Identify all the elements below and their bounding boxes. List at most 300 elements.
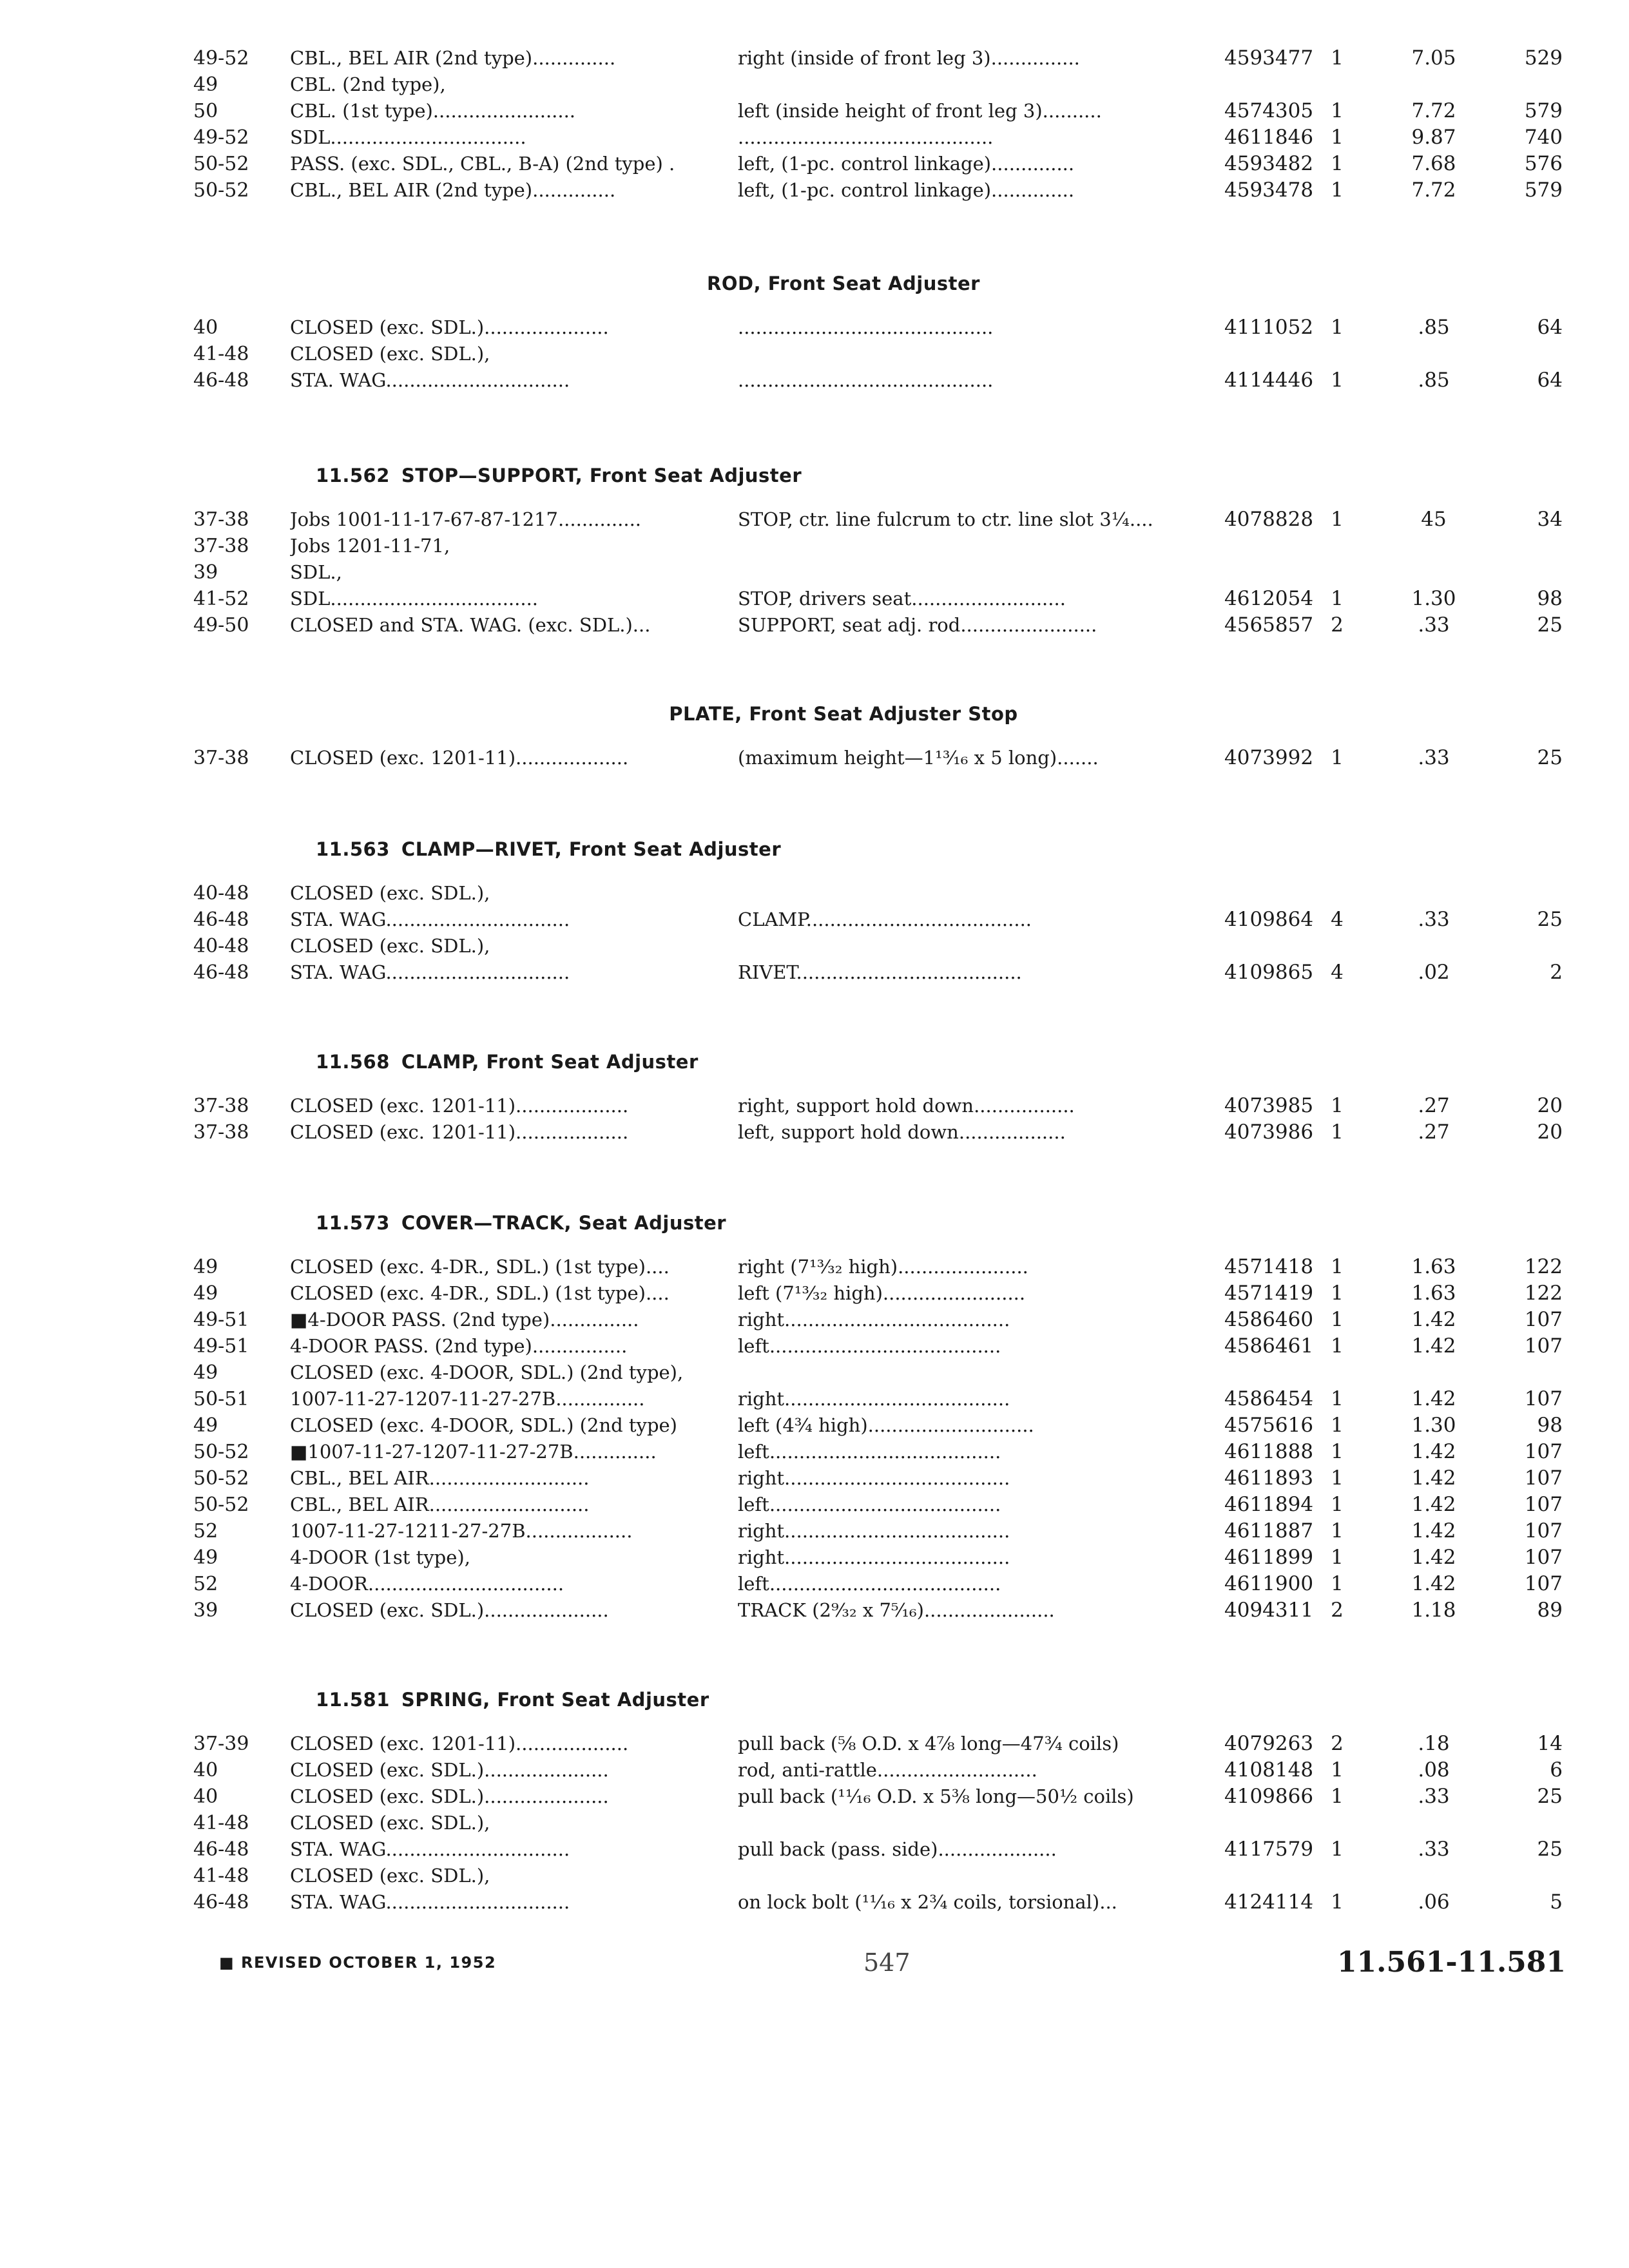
weight: 98 [1537, 587, 1563, 610]
section-heading [193, 253, 1553, 314]
body-type: CBL. (1st type)........................ [290, 100, 576, 122]
part-description: STOP, drivers seat.......................... [738, 588, 1066, 610]
part-description: left....................................... [738, 1494, 1001, 1515]
list-price: .18 [1418, 1732, 1450, 1755]
quantity: 2 [1331, 1732, 1344, 1755]
section-title: SPRING, Front Seat Adjuster [401, 1689, 709, 1711]
weight: 122 [1524, 1255, 1563, 1278]
list-price: 1.42 [1411, 1308, 1456, 1331]
model-year: 49 [193, 1256, 218, 1278]
section-heading [193, 1031, 1553, 1093]
model-year: 49 [193, 73, 218, 96]
body-type: 1007-11-27-1207-11-27-27B............... [290, 1388, 645, 1410]
part-description: pull back (¹¹⁄₁₆ O.D. x 5⅜ long—50½ coils) [738, 1785, 1134, 1807]
body-type: CLOSED (exc. SDL.), [290, 343, 490, 365]
quantity: 1 [1331, 1546, 1344, 1569]
model-year: 50-52 [193, 1467, 249, 1490]
part-description: TRACK (2⁹⁄₃₂ x 7⁵⁄₁₆)...................... [738, 1599, 1055, 1621]
model-year: 49-50 [193, 614, 249, 637]
body-type: PASS. (exc. SDL., CBL., B-A) (2nd type) . [290, 153, 675, 175]
body-type: CLOSED (exc. SDL.)..................... [290, 1599, 609, 1621]
body-type: CBL., BEL AIR (2nd type).............. [290, 179, 616, 201]
rows [193, 880, 1563, 986]
part-number: 4109864 [1224, 908, 1314, 931]
model-year: 49-51 [193, 1309, 249, 1331]
model-year: 52 [193, 1573, 218, 1595]
model-year: 41-52 [193, 588, 249, 610]
part-number: 4117579 [1224, 1838, 1314, 1861]
list-price: .85 [1418, 316, 1450, 339]
section-continuation [193, 45, 1563, 204]
section-clamp-rivet [193, 818, 1563, 986]
table-row [193, 1571, 1563, 1597]
model-year: 49-52 [193, 126, 249, 149]
list-price: .33 [1418, 613, 1450, 637]
body-type: CLOSED (exc. 4-DOOR, SDL.) (2nd type), [290, 1361, 684, 1383]
part-number: 4612054 [1224, 587, 1314, 610]
part-number: 4611846 [1224, 126, 1314, 149]
part-description: right...................................... [738, 1309, 1010, 1331]
weight: 64 [1537, 316, 1563, 339]
part-description: (maximum height—1¹³⁄₁₆ x 5 long)....... [738, 747, 1099, 769]
table-row [193, 45, 1563, 72]
list-price: 1.42 [1411, 1466, 1456, 1490]
body-type: CLOSED (exc. SDL.)..................... [290, 316, 609, 338]
body-type: CLOSED (exc. SDL.), [290, 882, 490, 904]
quantity: 1 [1331, 1519, 1344, 1542]
part-number: 4611894 [1224, 1493, 1314, 1516]
table-row [193, 745, 1563, 771]
body-type: CLOSED (exc. SDL.)..................... [290, 1759, 609, 1781]
rows [193, 1093, 1563, 1146]
body-type: 4-DOOR (1st type), [290, 1546, 470, 1568]
table-row [193, 959, 1563, 986]
list-price: 1.18 [1411, 1599, 1456, 1622]
table-row [193, 1863, 1553, 1889]
body-type: CLOSED (exc. SDL.)..................... [290, 1785, 609, 1807]
section-spring [193, 1669, 1563, 1916]
weight: 89 [1537, 1599, 1563, 1622]
model-year: 50-51 [193, 1388, 249, 1410]
section-title: PLATE, Front Seat Adjuster Stop [669, 703, 1018, 725]
part-number: 4586454 [1224, 1387, 1314, 1410]
part-description: left, support hold down.................. [738, 1121, 1066, 1143]
table-row [193, 314, 1563, 341]
weight: 64 [1537, 369, 1563, 392]
quantity: 1 [1331, 508, 1344, 531]
weight: 107 [1524, 1493, 1563, 1516]
list-price: .33 [1418, 1785, 1450, 1808]
weight: 107 [1524, 1572, 1563, 1595]
body-type: CLOSED (exc. 4-DOOR, SDL.) (2nd type) [290, 1414, 677, 1436]
list-price: .06 [1418, 1890, 1450, 1914]
section-heading [193, 445, 1553, 506]
part-description: ........................................... [738, 316, 994, 338]
quantity: 1 [1331, 1572, 1344, 1595]
quantity: 1 [1331, 46, 1344, 70]
part-number: 4124114 [1224, 1890, 1314, 1914]
table-row [193, 1465, 1563, 1492]
body-type: CLOSED (exc. 1201-11)................... [290, 1733, 629, 1754]
table-row [193, 933, 1553, 959]
part-number: 4575616 [1224, 1414, 1314, 1437]
body-type: CLOSED (exc. 1201-11)................... [290, 747, 629, 769]
part-number: 4079263 [1224, 1732, 1314, 1755]
model-year: 49-51 [193, 1335, 249, 1358]
quantity: 1 [1331, 1838, 1344, 1861]
part-number: 4571419 [1224, 1282, 1314, 1305]
part-number: 4586460 [1224, 1308, 1314, 1331]
list-price: 1.42 [1411, 1572, 1456, 1595]
table-row [193, 907, 1563, 933]
part-description: left....................................... [738, 1573, 1001, 1595]
quantity: 1 [1331, 1387, 1344, 1410]
model-year: 40 [193, 316, 218, 339]
quantity: 1 [1331, 746, 1344, 769]
section-range: 11.561-11.581 [1336, 1946, 1566, 1979]
model-year: 37-38 [193, 1095, 249, 1117]
part-number: 4586461 [1224, 1334, 1314, 1358]
body-type: CLOSED (exc. 4-DR., SDL.) (1st type).... [290, 1282, 670, 1304]
body-type: STA. WAG............................... [290, 1891, 570, 1913]
quantity: 1 [1331, 1493, 1344, 1516]
weight: 25 [1537, 908, 1563, 931]
rows [193, 1731, 1563, 1916]
table-row [193, 533, 1553, 559]
list-price: 7.68 [1411, 152, 1456, 175]
list-price: 1.42 [1411, 1387, 1456, 1410]
section-number: 11.563 [316, 838, 390, 860]
list-price: 7.72 [1411, 99, 1456, 122]
part-description: left (inside height of front leg 3).......... [738, 100, 1102, 122]
weight: 107 [1524, 1519, 1563, 1542]
part-number: 4611900 [1224, 1572, 1314, 1595]
table-row [193, 1254, 1563, 1280]
list-price: .85 [1418, 369, 1450, 392]
table-row [193, 1757, 1563, 1783]
weight: 579 [1524, 99, 1563, 122]
weight: 25 [1537, 613, 1563, 637]
section-number: 11.562 [316, 465, 390, 486]
table-row [193, 1597, 1563, 1624]
list-price: .33 [1418, 746, 1450, 769]
list-price: .27 [1418, 1094, 1450, 1117]
quantity: 1 [1331, 152, 1344, 175]
model-year: 40-48 [193, 935, 249, 957]
list-price: .33 [1418, 1838, 1450, 1861]
list-price: 45 [1421, 508, 1447, 531]
model-year: 49-52 [193, 47, 249, 70]
model-year: 46-48 [193, 908, 249, 931]
page-number: 547 [863, 1948, 911, 1977]
body-type: CLOSED and STA. WAG. (exc. SDL.)... [290, 614, 651, 636]
table-row [193, 612, 1563, 639]
section-number: 11.573 [316, 1212, 390, 1234]
weight: 107 [1524, 1387, 1563, 1410]
quantity: 1 [1331, 1440, 1344, 1463]
model-year: 50-52 [193, 1494, 249, 1516]
model-year: 41-48 [193, 1865, 249, 1887]
body-type: CBL., BEL AIR........................... [290, 1494, 590, 1515]
table-row [193, 1439, 1563, 1465]
body-type: STA. WAG............................... [290, 1838, 570, 1860]
table-row [193, 1333, 1563, 1360]
section-heading [193, 683, 1553, 745]
weight: 107 [1524, 1466, 1563, 1490]
part-number: 4109866 [1224, 1785, 1314, 1808]
body-type: ■4-DOOR PASS. (2nd type)............... [290, 1309, 639, 1331]
weight: 2 [1550, 961, 1563, 984]
revision-note: ■ REVISED OCTOBER 1, 1952 [219, 1954, 497, 1972]
quantity: 2 [1331, 613, 1344, 637]
weight: 107 [1524, 1334, 1563, 1358]
page-footer [219, 1946, 1566, 1984]
body-type: 4-DOOR PASS. (2nd type)................ [290, 1335, 628, 1357]
part-number: 4073985 [1224, 1094, 1314, 1117]
body-type: 4-DOOR................................. [290, 1573, 564, 1595]
table-row [193, 559, 1553, 586]
table-row [193, 341, 1553, 367]
section-number: 11.581 [316, 1689, 390, 1711]
part-number: 4078828 [1224, 508, 1314, 531]
body-type: CLOSED (exc. 1201-11)................... [290, 1121, 629, 1143]
weight: 25 [1537, 746, 1563, 769]
quantity: 1 [1331, 1890, 1344, 1914]
part-description: right...................................... [738, 1467, 1010, 1489]
list-price: 9.87 [1411, 126, 1456, 149]
part-description: STOP, ctr. line fulcrum to ctr. line slot 3¼.... [738, 508, 1153, 530]
list-price: .33 [1418, 908, 1450, 931]
table-row [193, 98, 1563, 124]
section-title: ROD, Front Seat Adjuster [707, 273, 980, 294]
rows [193, 745, 1563, 771]
table-row [193, 1518, 1563, 1544]
quantity: 1 [1331, 1785, 1344, 1808]
table-row [193, 1119, 1563, 1146]
part-description: right...................................... [738, 1388, 1010, 1410]
list-price: 1.63 [1411, 1282, 1456, 1305]
body-type: SDL................................. [290, 126, 526, 148]
table-row [193, 177, 1563, 204]
part-number: 4109865 [1224, 961, 1314, 984]
part-description: right (7¹³⁄₃₂ high)...................... [738, 1256, 1028, 1278]
quantity: 1 [1331, 369, 1344, 392]
part-description: left, (1-pc. control linkage).............. [738, 179, 1075, 201]
table-row [193, 1731, 1563, 1757]
section-title: STOP—SUPPORT, Front Seat Adjuster [401, 465, 802, 486]
part-number: 4114446 [1224, 369, 1314, 392]
part-description: right, support hold down................. [738, 1095, 1075, 1117]
model-year: 49 [193, 1414, 218, 1437]
section-cover-track [193, 1192, 1563, 1624]
part-number: 4565857 [1224, 613, 1314, 637]
part-number: 4094311 [1224, 1599, 1314, 1622]
quantity: 1 [1331, 99, 1344, 122]
part-number: 4593478 [1224, 178, 1314, 202]
body-type: ■1007-11-27-1207-11-27-27B.............. [290, 1441, 657, 1463]
list-price: 1.63 [1411, 1255, 1456, 1278]
part-description: left, (1-pc. control linkage).............. [738, 153, 1075, 175]
list-price: 1.42 [1411, 1493, 1456, 1516]
part-number: 4611899 [1224, 1546, 1314, 1569]
model-year: 46-48 [193, 1891, 249, 1914]
weight: 25 [1537, 1785, 1563, 1808]
weight: 740 [1524, 126, 1563, 149]
table-row [193, 1783, 1563, 1810]
list-price: 7.05 [1411, 46, 1456, 70]
body-type: Jobs 1201-11-71, [290, 535, 450, 557]
quantity: 1 [1331, 1466, 1344, 1490]
weight: 107 [1524, 1308, 1563, 1331]
rows [193, 506, 1563, 639]
body-type: STA. WAG............................... [290, 908, 570, 930]
list-price: .27 [1418, 1120, 1450, 1144]
quantity: 1 [1331, 587, 1344, 610]
body-type: CLOSED (exc. 1201-11)................... [290, 1095, 629, 1117]
table-row [193, 1810, 1553, 1836]
section-heading [193, 1192, 1553, 1254]
model-year: 46-48 [193, 1838, 249, 1861]
quantity: 1 [1331, 316, 1344, 339]
body-type: CLOSED (exc. 4-DR., SDL.) (1st type).... [290, 1256, 670, 1278]
part-number: 4574305 [1224, 99, 1314, 122]
part-description: pull back (pass. side).................... [738, 1838, 1057, 1860]
model-year: 52 [193, 1520, 218, 1542]
list-price: 1.42 [1411, 1546, 1456, 1569]
table-row [193, 1280, 1563, 1307]
weight: 20 [1537, 1120, 1563, 1144]
body-type: CBL. (2nd type), [290, 73, 446, 95]
part-number: 4571418 [1224, 1255, 1314, 1278]
table-row [193, 1307, 1563, 1333]
body-type: STA. WAG............................... [290, 961, 570, 983]
model-year: 41-48 [193, 343, 249, 365]
list-price: 1.42 [1411, 1334, 1456, 1358]
section-title: CLAMP—RIVET, Front Seat Adjuster [401, 838, 782, 860]
list-price: .08 [1418, 1758, 1450, 1782]
model-year: 40 [193, 1759, 218, 1782]
part-number: 4073992 [1224, 746, 1314, 769]
weight: 5 [1550, 1890, 1563, 1914]
weight: 576 [1524, 152, 1563, 175]
model-year: 49 [193, 1361, 218, 1384]
quantity: 1 [1331, 126, 1344, 149]
table-row [193, 1360, 1553, 1386]
model-year: 40-48 [193, 882, 249, 905]
model-year: 37-38 [193, 1121, 249, 1144]
weight: 25 [1537, 1838, 1563, 1861]
body-type: Jobs 1001-11-17-67-87-1217.............. [290, 508, 642, 530]
model-year: 37-38 [193, 508, 249, 531]
body-type: CLOSED (exc. SDL.), [290, 1812, 490, 1834]
table-row [193, 1492, 1563, 1518]
table-row [193, 1544, 1563, 1571]
rows [193, 45, 1563, 204]
model-year: 50 [193, 100, 218, 122]
model-year: 41-48 [193, 1812, 249, 1834]
part-number: 4611888 [1224, 1440, 1314, 1463]
part-description: CLAMP...................................... [738, 908, 1032, 930]
section-number: 11.568 [316, 1051, 390, 1073]
section-clamp [193, 1031, 1563, 1146]
model-year: 39 [193, 561, 218, 584]
model-year: 50-52 [193, 1441, 249, 1463]
quantity: 1 [1331, 1758, 1344, 1782]
table-row [193, 72, 1553, 98]
part-description: ........................................... [738, 369, 994, 391]
table-row [193, 880, 1553, 907]
part-description: pull back (⅝ O.D. x 4⅞ long—47¾ coils) [738, 1733, 1119, 1754]
list-price: 1.30 [1411, 587, 1456, 610]
table-row [193, 1093, 1563, 1119]
rows [193, 1254, 1563, 1624]
part-description: ........................................... [738, 126, 994, 148]
model-year: 37-38 [193, 747, 249, 769]
model-year: 50-52 [193, 179, 249, 202]
quantity: 1 [1331, 1120, 1344, 1144]
part-description: left (4¾ high)............................ [738, 1414, 1034, 1436]
model-year: 39 [193, 1599, 218, 1622]
rows [193, 314, 1563, 394]
list-price: 7.72 [1411, 178, 1456, 202]
part-description: on lock bolt (¹¹⁄₁₆ x 2¾ coils, torsional)... [738, 1891, 1117, 1913]
model-year: 50-52 [193, 153, 249, 175]
model-year: 49 [193, 1282, 218, 1305]
table-row [193, 151, 1563, 177]
quantity: 1 [1331, 1255, 1344, 1278]
model-year: 37-39 [193, 1733, 249, 1755]
table-row [193, 1889, 1563, 1916]
weight: 20 [1537, 1094, 1563, 1117]
quantity: 1 [1331, 1334, 1344, 1358]
part-number: 4611887 [1224, 1519, 1314, 1542]
model-year: 46-48 [193, 369, 249, 392]
part-number: 4111052 [1224, 316, 1314, 339]
table-row [193, 586, 1563, 612]
list-price: 1.42 [1411, 1519, 1456, 1542]
section-heading [193, 1669, 1553, 1731]
part-number: 4611893 [1224, 1466, 1314, 1490]
weight: 34 [1537, 508, 1563, 531]
part-number: 4108148 [1224, 1758, 1314, 1782]
part-number: 4593477 [1224, 46, 1314, 70]
quantity: 1 [1331, 178, 1344, 202]
weight: 529 [1524, 46, 1563, 70]
body-type: CBL., BEL AIR........................... [290, 1467, 590, 1489]
section-plate [193, 683, 1563, 771]
list-price: .02 [1418, 961, 1450, 984]
weight: 122 [1524, 1282, 1563, 1305]
model-year: 49 [193, 1546, 218, 1569]
table-row [193, 506, 1563, 533]
part-description: right...................................... [738, 1546, 1010, 1568]
section-title: CLAMP, Front Seat Adjuster [401, 1051, 699, 1073]
table-row [193, 1386, 1563, 1412]
weight: 107 [1524, 1440, 1563, 1463]
section-heading [193, 818, 1553, 880]
section-rod [193, 253, 1563, 394]
list-price: 1.42 [1411, 1440, 1456, 1463]
table-row [193, 1412, 1563, 1439]
model-year: 37-38 [193, 535, 249, 557]
quantity: 1 [1331, 1308, 1344, 1331]
model-year: 46-48 [193, 961, 249, 984]
part-description: left....................................... [738, 1335, 1001, 1357]
quantity: 4 [1331, 961, 1344, 984]
body-type: SDL., [290, 561, 342, 583]
weight: 107 [1524, 1546, 1563, 1569]
quantity: 1 [1331, 1282, 1344, 1305]
